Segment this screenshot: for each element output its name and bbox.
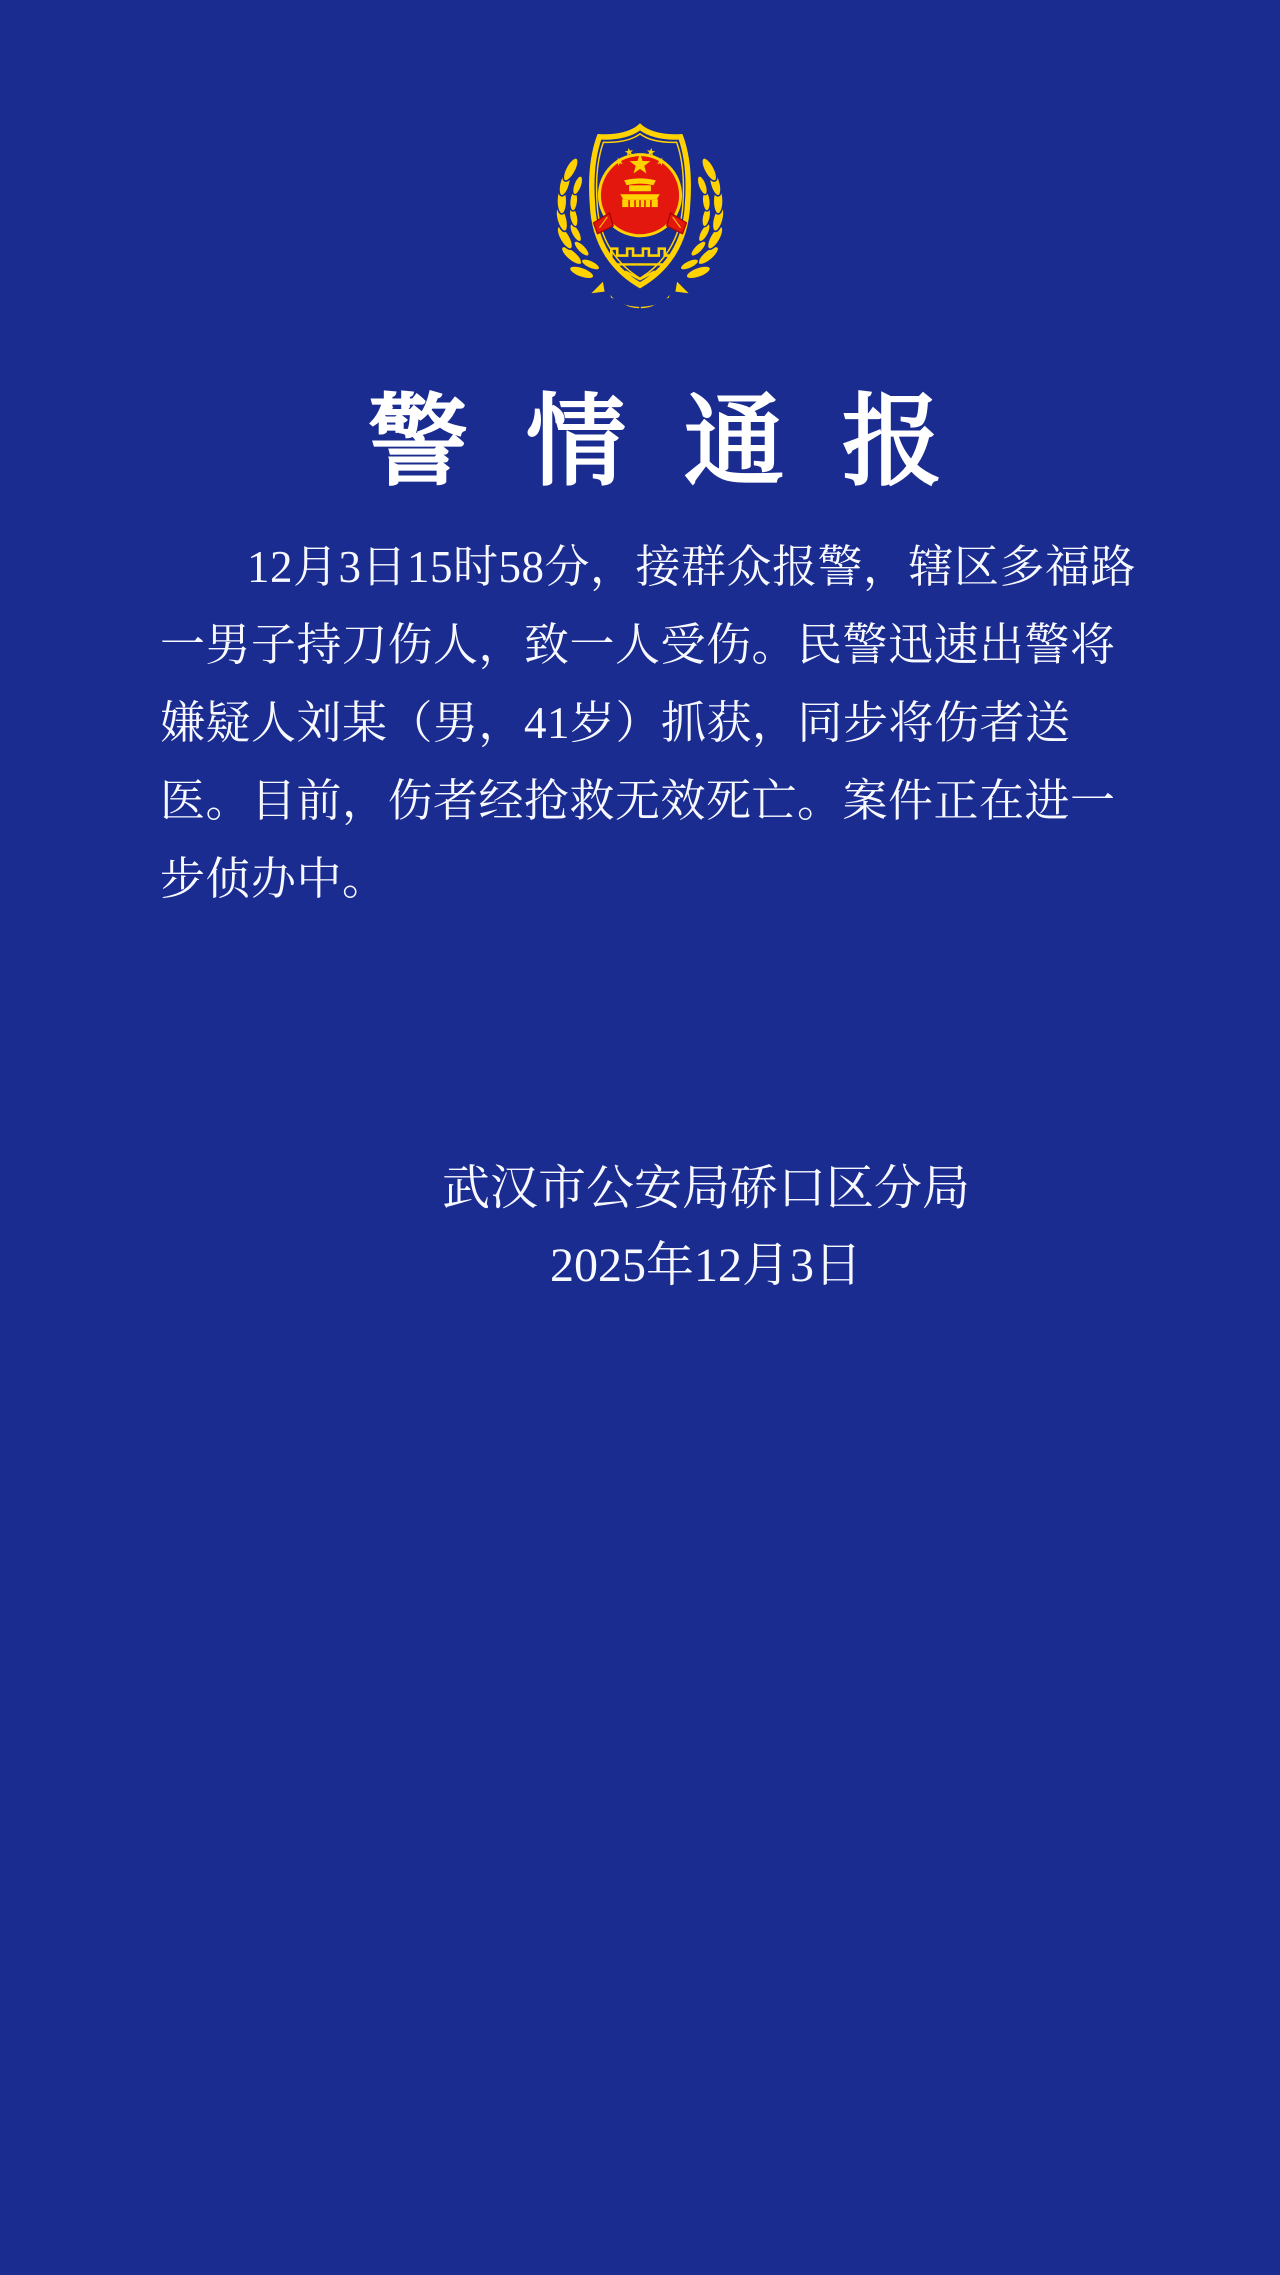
notice-line-1: 12月3日15时58分，接群众报警，辖区多福路 xyxy=(247,542,1137,592)
issuing-agency: 武汉市公安局硚口区分局 xyxy=(441,1162,970,1215)
notice-line-2: 一男子持刀伤人，致一人受伤。民警迅速出警将 xyxy=(160,620,1116,670)
notice-line-4: 医。目前，伤者经抢救无效死亡。案件正在进一 xyxy=(160,776,1116,826)
notice-title: 警情通报 xyxy=(368,387,1000,498)
signature-block xyxy=(0,1150,1280,1304)
china-police-badge-icon xyxy=(546,112,734,316)
notice-line-3: 嫌疑人刘某（男，41岁）抓获，同步将伤者送 xyxy=(160,698,1071,748)
issue-date: 2025年12月3日 xyxy=(549,1239,862,1292)
notice-body xyxy=(160,528,1137,918)
notice-line-5: 步侦办中。 xyxy=(160,854,388,904)
